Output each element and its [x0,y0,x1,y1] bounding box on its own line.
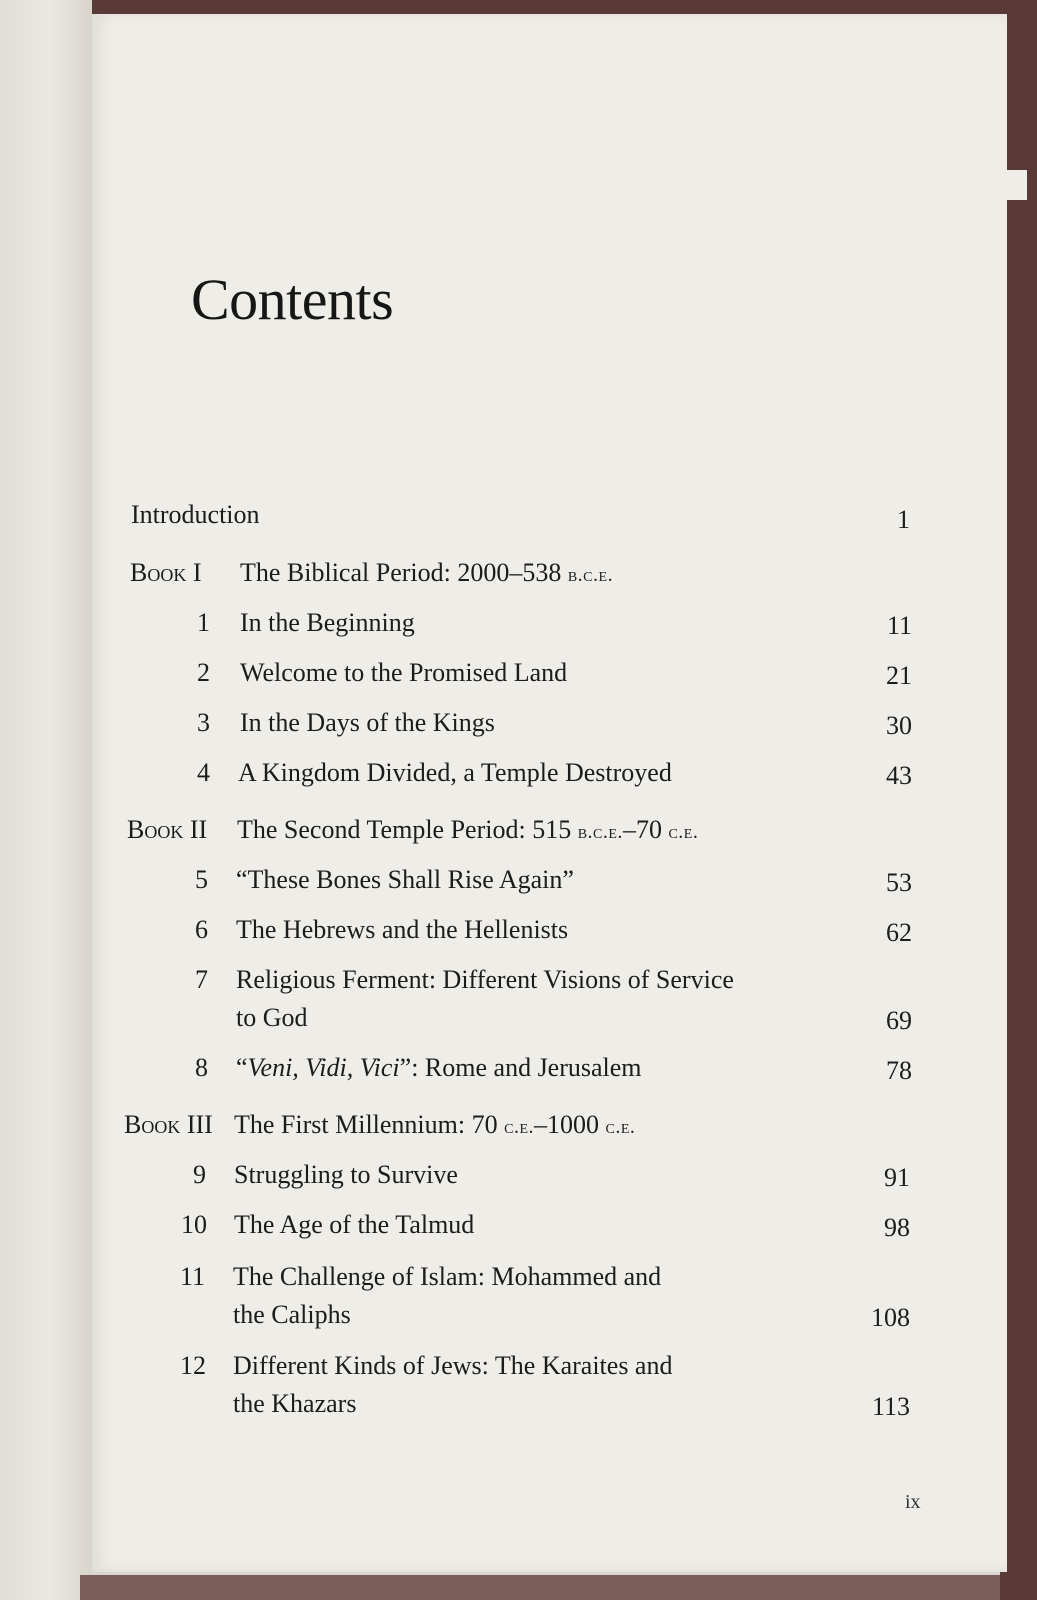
book-page [92,14,1007,1572]
book-title [237,815,698,847]
chapter-page: 43 [886,761,912,790]
background-bottom [80,1572,1000,1600]
chapter-title-continued: the Khazars [233,1389,357,1418]
page-bottom-edge [80,1572,1000,1575]
book-title-text: The First Millennium: 70 [234,1110,498,1139]
chapter-page: 11 [886,611,912,640]
chapter-title: A Kingdom Divided, a Temple Destroyed [238,758,672,787]
chapter-title: The Challenge of Islam: Mohammed and [233,1262,662,1291]
chapter-number: 8 [195,1053,208,1082]
chapter-number: 10 [181,1210,207,1239]
chapter-number: 7 [195,965,208,994]
era-label: c.e. [504,1116,534,1138]
background-right [1007,0,1037,1600]
chapter-page: 113 [871,1392,910,1421]
chapter-title: Welcome to the Promised Land [240,658,568,687]
chapter-number: 3 [197,708,210,737]
chapter-title: The Age of the Talmud [234,1210,475,1239]
chapter-title [236,1053,642,1083]
chapter-page: 108 [871,1303,910,1332]
toc-entry-introduction: Introduction [131,500,260,529]
chapter-number: 5 [195,865,208,894]
book-title-text: The Biblical Period: 2000–538 [240,558,562,587]
book-title [234,1110,635,1142]
chapter-page: 91 [884,1163,910,1192]
book-label: Book I [130,558,202,587]
chapter-title-rest: ”: Rome and Jerusalem [399,1053,642,1082]
era-label: c.e. [668,821,699,843]
chapter-page: 78 [886,1056,912,1085]
open-quote: “ [236,1053,248,1082]
chapter-title-continued: to God [236,1003,308,1032]
book-label: Book III [124,1110,213,1139]
chapter-title: “These Bones Shall Rise Again” [236,865,574,894]
chapter-number: 2 [197,658,210,687]
chapter-title: The Hebrews and the Hellenists [236,915,569,944]
chapter-number: 6 [195,915,208,944]
chapter-title: Different Kinds of Jews: The Karaites and [233,1351,673,1380]
chapter-number: 12 [180,1351,206,1380]
chapter-page: 62 [886,918,912,947]
chapter-title: In the Beginning [240,608,415,637]
book-label: Book II [127,815,208,844]
chapter-title-italic: Veni, Vidi, Vici [247,1053,400,1082]
chapter-page: 98 [884,1213,910,1242]
page-title: Contents [191,267,394,332]
page-number: ix [905,1491,921,1513]
chapter-page: 30 [886,711,912,740]
chapter-page: 21 [886,661,912,690]
chapter-number: 1 [197,608,210,637]
chapter-title-continued: the Caliphs [233,1300,351,1329]
book-title [240,558,613,590]
book-title-text: –1000 [534,1110,599,1139]
facing-page-edge [0,0,92,1600]
era-label: c.e. [605,1116,636,1138]
chapter-number: 4 [197,758,210,787]
toc-page-introduction: 1 [897,505,910,534]
chapter-title: Struggling to Survive [234,1160,458,1189]
page-notch [1007,170,1027,200]
chapter-number: 9 [193,1160,206,1189]
chapter-page: 69 [886,1006,912,1035]
chapter-page: 53 [886,868,912,897]
era-label: b.c.e. [567,564,614,586]
chapter-number: 11 [180,1262,206,1291]
era-label: b.c.e. [577,821,623,843]
book-title-text: The Second Temple Period: 515 [237,815,572,844]
book-title-text: –70 [622,815,662,844]
chapter-title: Religious Ferment: Different Visions of Service [236,965,734,994]
chapter-title: In the Days of the Kings [240,708,495,737]
